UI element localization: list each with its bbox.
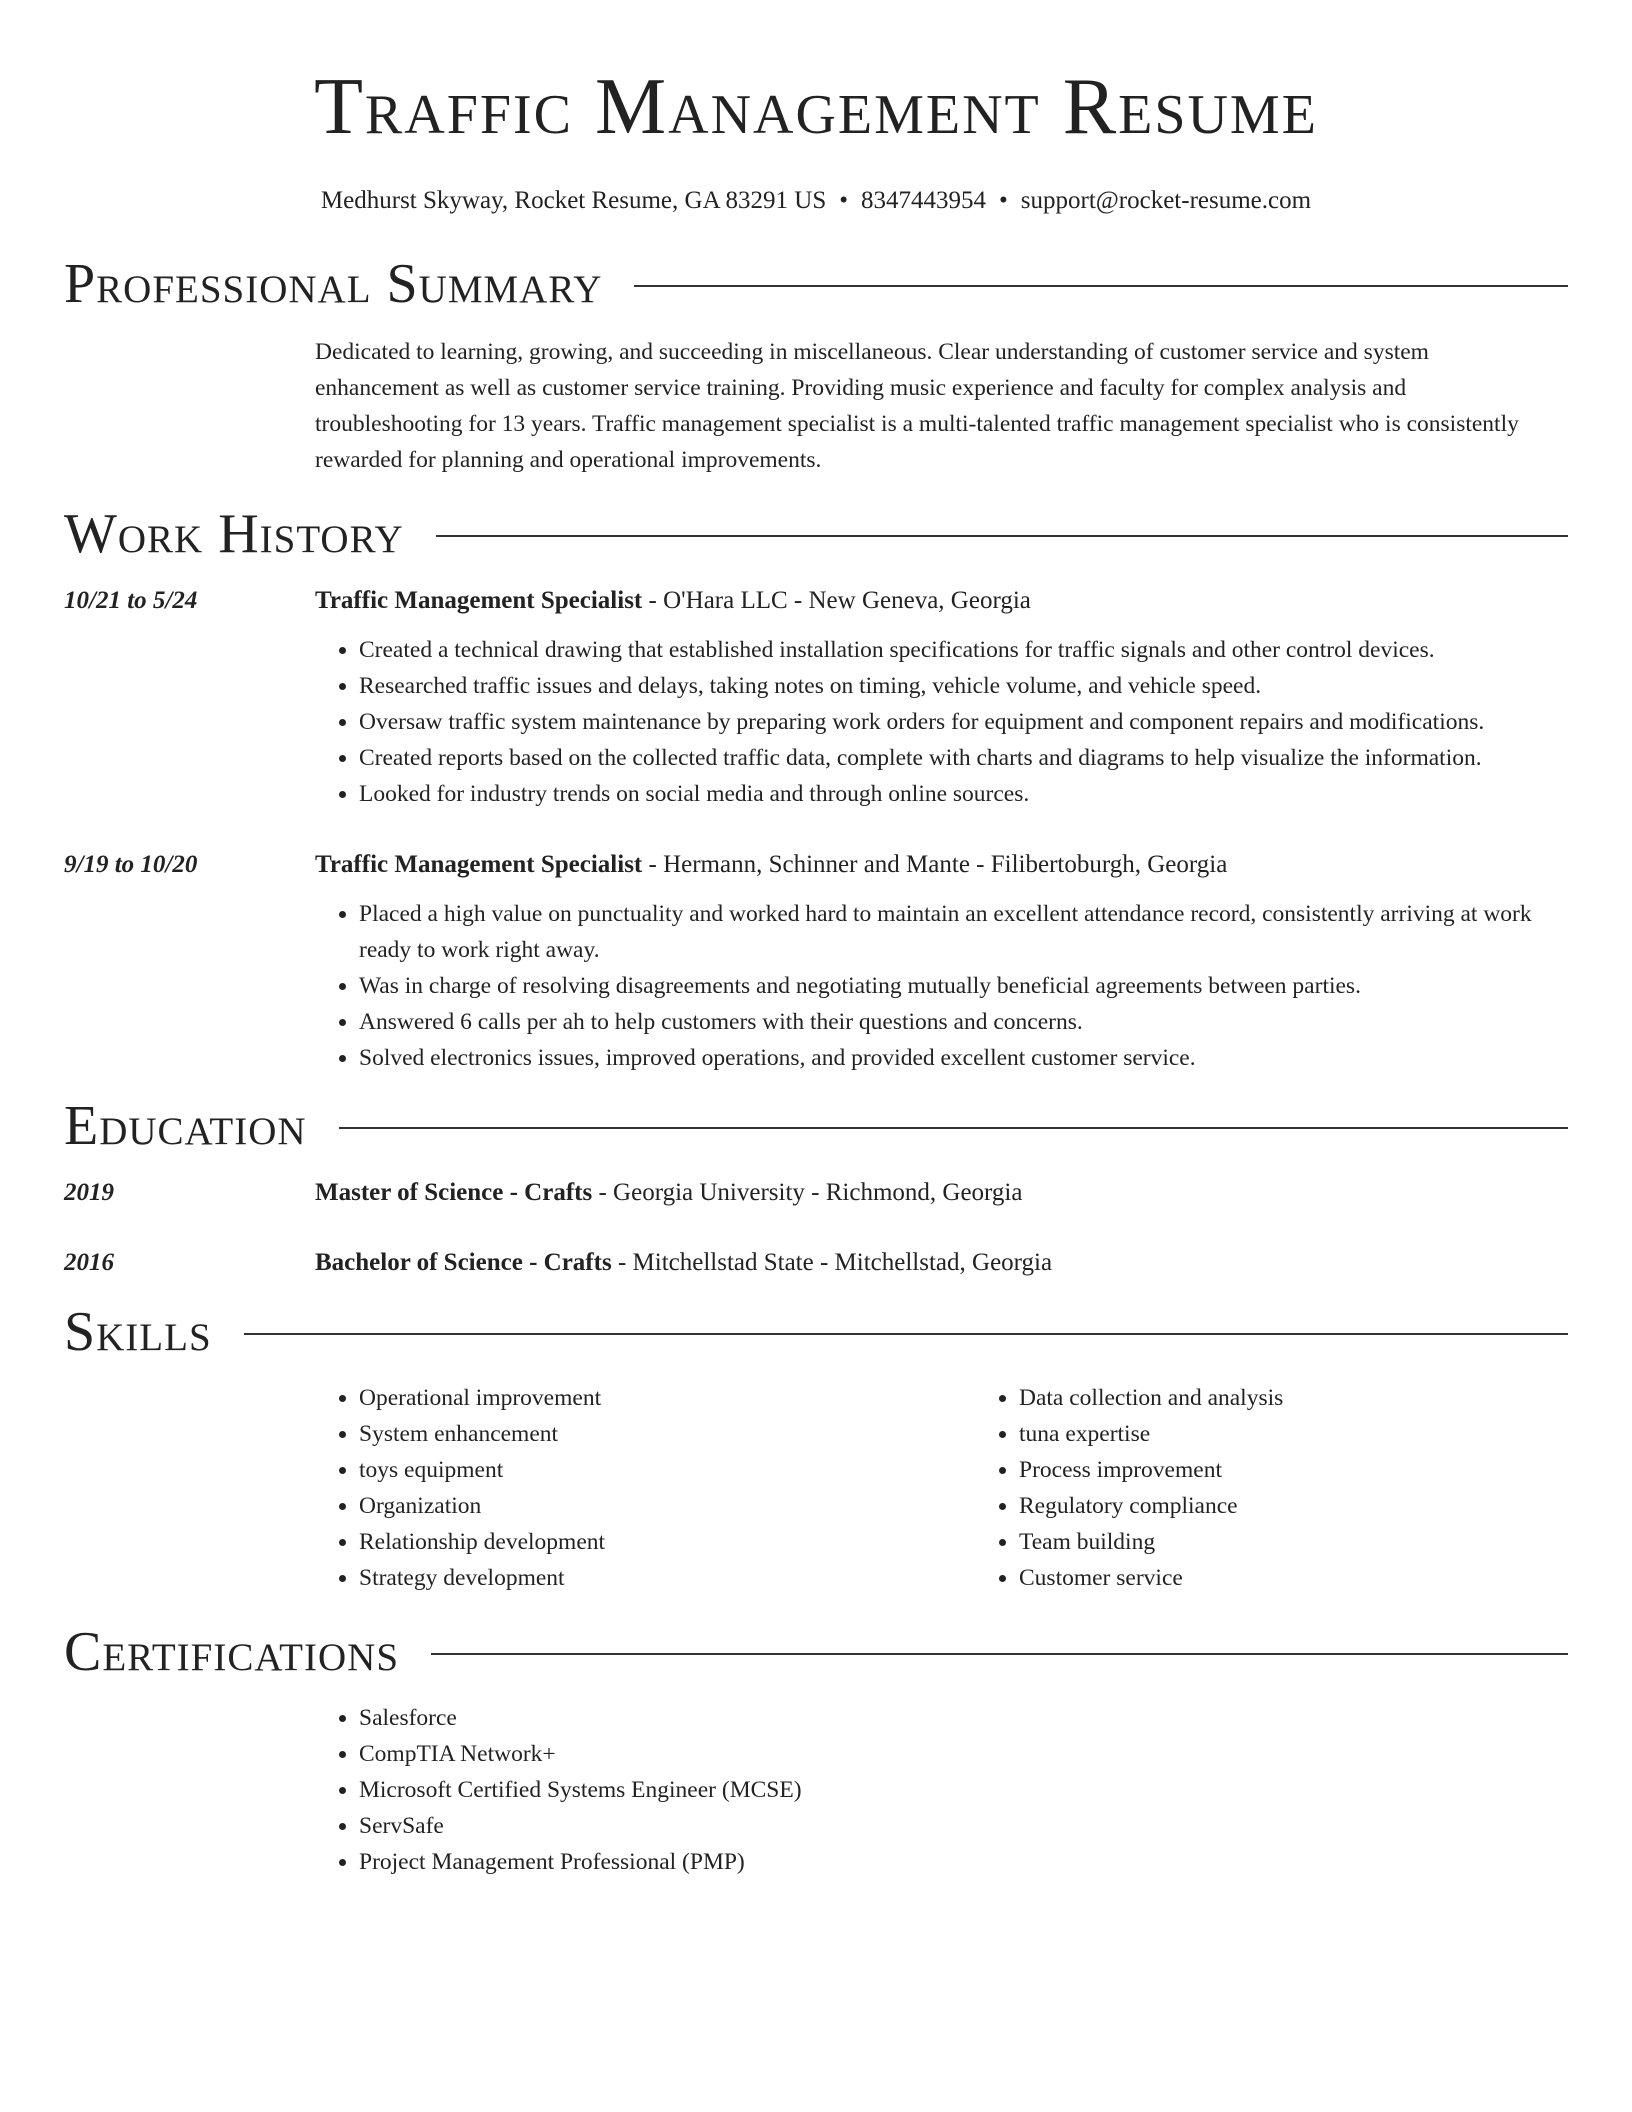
skills-grid	[315, 1380, 1568, 1596]
work-heading: Work History	[64, 502, 404, 565]
education-year: 2019	[64, 1178, 114, 1206]
degree: Master of Science - Crafts	[315, 1178, 593, 1206]
education-entry	[64, 1246, 1568, 1280]
section-divider	[339, 1127, 1568, 1129]
job-title: Traffic Management Specialist	[315, 850, 643, 878]
list-item: • Strategy development	[359, 1560, 975, 1596]
list-item: • Relationship development	[359, 1524, 975, 1560]
certifications-section-header	[64, 1620, 1568, 1684]
list-item: • Customer service	[1019, 1560, 1283, 1596]
degree: Bachelor of Science - Crafts	[315, 1248, 612, 1276]
work-dates: 10/21 to 5/24	[64, 586, 198, 614]
education-entry	[64, 1176, 1568, 1210]
list-item: • Project Management Professional (PMP)	[359, 1844, 1568, 1880]
list-item: • Salesforce	[359, 1700, 1568, 1736]
skills-heading: Skills	[64, 1300, 212, 1363]
work-entry-body	[315, 848, 1568, 1076]
list-item: • System enhancement	[359, 1416, 975, 1452]
list-item: • CompTIA Network+	[359, 1736, 1568, 1772]
summary-section-header	[64, 252, 1568, 316]
list-item: • Microsoft Certified Systems Engineer (MCSE)	[359, 1772, 1568, 1808]
work-entry	[64, 848, 1568, 1076]
resume-title: Traffic Management Resume	[314, 63, 1318, 151]
section-divider	[431, 1653, 1568, 1655]
contact-separator: •	[999, 187, 1008, 214]
list-item: • Operational improvement	[359, 1380, 975, 1416]
certifications-list	[315, 1700, 1568, 1880]
list-item: • Was in charge of resolving disagreements and negotiating mutually beneficial agreements between parties.	[359, 968, 1568, 1004]
education-headline	[315, 1176, 1568, 1210]
summary-text: Dedicated to learning, growing, and succeeding in miscellaneous. Clear understanding of customer service and system enhancement as well as customer service training. Providing music experience and faculty for complex analysis and troubleshooting for 13 years. Traffic management specialist is a multi-talented traffic management specialist who is consistently rewarded for planning and operational improvements.	[315, 339, 1519, 473]
contact-email: support@rocket-resume.com	[1020, 187, 1312, 214]
job-title: Traffic Management Specialist	[315, 586, 643, 614]
skills-section-header	[64, 1300, 1568, 1364]
list-item: • Data collection and analysis	[1019, 1380, 1283, 1416]
section-divider	[634, 285, 1568, 287]
list-item: • Placed a high value on punctuality and worked hard to maintain an excellent attendance record, consistently arriving at work ready to work right away.	[359, 896, 1568, 968]
job-bullets	[315, 896, 1568, 1076]
list-item: • Team building	[1019, 1524, 1283, 1560]
education-section-header	[64, 1094, 1568, 1158]
list-item: • Created a technical drawing that established installation specifications for traffic signals and other control devices.	[359, 632, 1568, 668]
work-dates: 9/19 to 10/20	[64, 850, 198, 878]
certifications-bullets	[315, 1700, 1568, 1880]
skills-column-right	[975, 1380, 1283, 1596]
school: - Georgia University - Richmond, Georgia	[592, 1178, 1023, 1206]
summary-heading: Professional Summary	[64, 253, 603, 315]
list-item: • Solved electronics issues, improved operations, and provided excellent customer service.	[359, 1040, 1568, 1076]
contact-phone: 8347443954	[861, 187, 986, 214]
contact-separator: •	[839, 187, 848, 214]
job-employer: - Hermann, Schinner and Mante - Filibertoburgh, Georgia	[642, 850, 1228, 878]
list-item: • Answered 6 calls per ah to help customers with their questions and concerns.	[359, 1004, 1568, 1040]
list-item: • Regulatory compliance	[1019, 1488, 1283, 1524]
list-item: • tuna expertise	[1019, 1416, 1283, 1452]
education-headline	[315, 1246, 1568, 1280]
list-item: • ServSafe	[359, 1808, 1568, 1844]
work-headline	[315, 584, 1568, 618]
school: - Mitchellstad State - Mitchellstad, Georgia	[611, 1248, 1053, 1276]
resume-page	[64, 0, 1568, 1880]
work-headline	[315, 848, 1568, 882]
contact-line	[64, 186, 1568, 216]
list-item: • Oversaw traffic system maintenance by preparing work orders for equipment and component repairs and modifications.	[359, 704, 1568, 740]
job-bullets	[315, 632, 1568, 812]
work-entry	[64, 584, 1568, 812]
work-section-header	[64, 502, 1568, 566]
list-item: • Created reports based on the collected traffic data, complete with charts and diagrams to help visualize the information.	[359, 740, 1568, 776]
list-item: • toys equipment	[359, 1452, 975, 1488]
list-item: • Researched traffic issues and delays, taking notes on timing, vehicle volume, and vehicle speed.	[359, 668, 1568, 704]
certifications-heading: Certifications	[64, 1620, 400, 1683]
skills-column-left	[315, 1380, 975, 1596]
job-employer: - O'Hara LLC - New Geneva, Georgia	[642, 586, 1031, 614]
work-entry-body	[315, 584, 1568, 812]
education-list	[64, 1176, 1568, 1280]
contact-address: Medhurst Skyway, Rocket Resume, GA 83291 US	[320, 187, 827, 214]
section-divider	[244, 1333, 1568, 1335]
education-heading: Education	[64, 1094, 307, 1157]
education-year: 2016	[64, 1248, 114, 1276]
list-item: • Process improvement	[1019, 1452, 1283, 1488]
section-divider	[436, 535, 1568, 537]
list-item: • Organization	[359, 1488, 975, 1524]
list-item: • Looked for industry trends on social media and through online sources.	[359, 776, 1568, 812]
